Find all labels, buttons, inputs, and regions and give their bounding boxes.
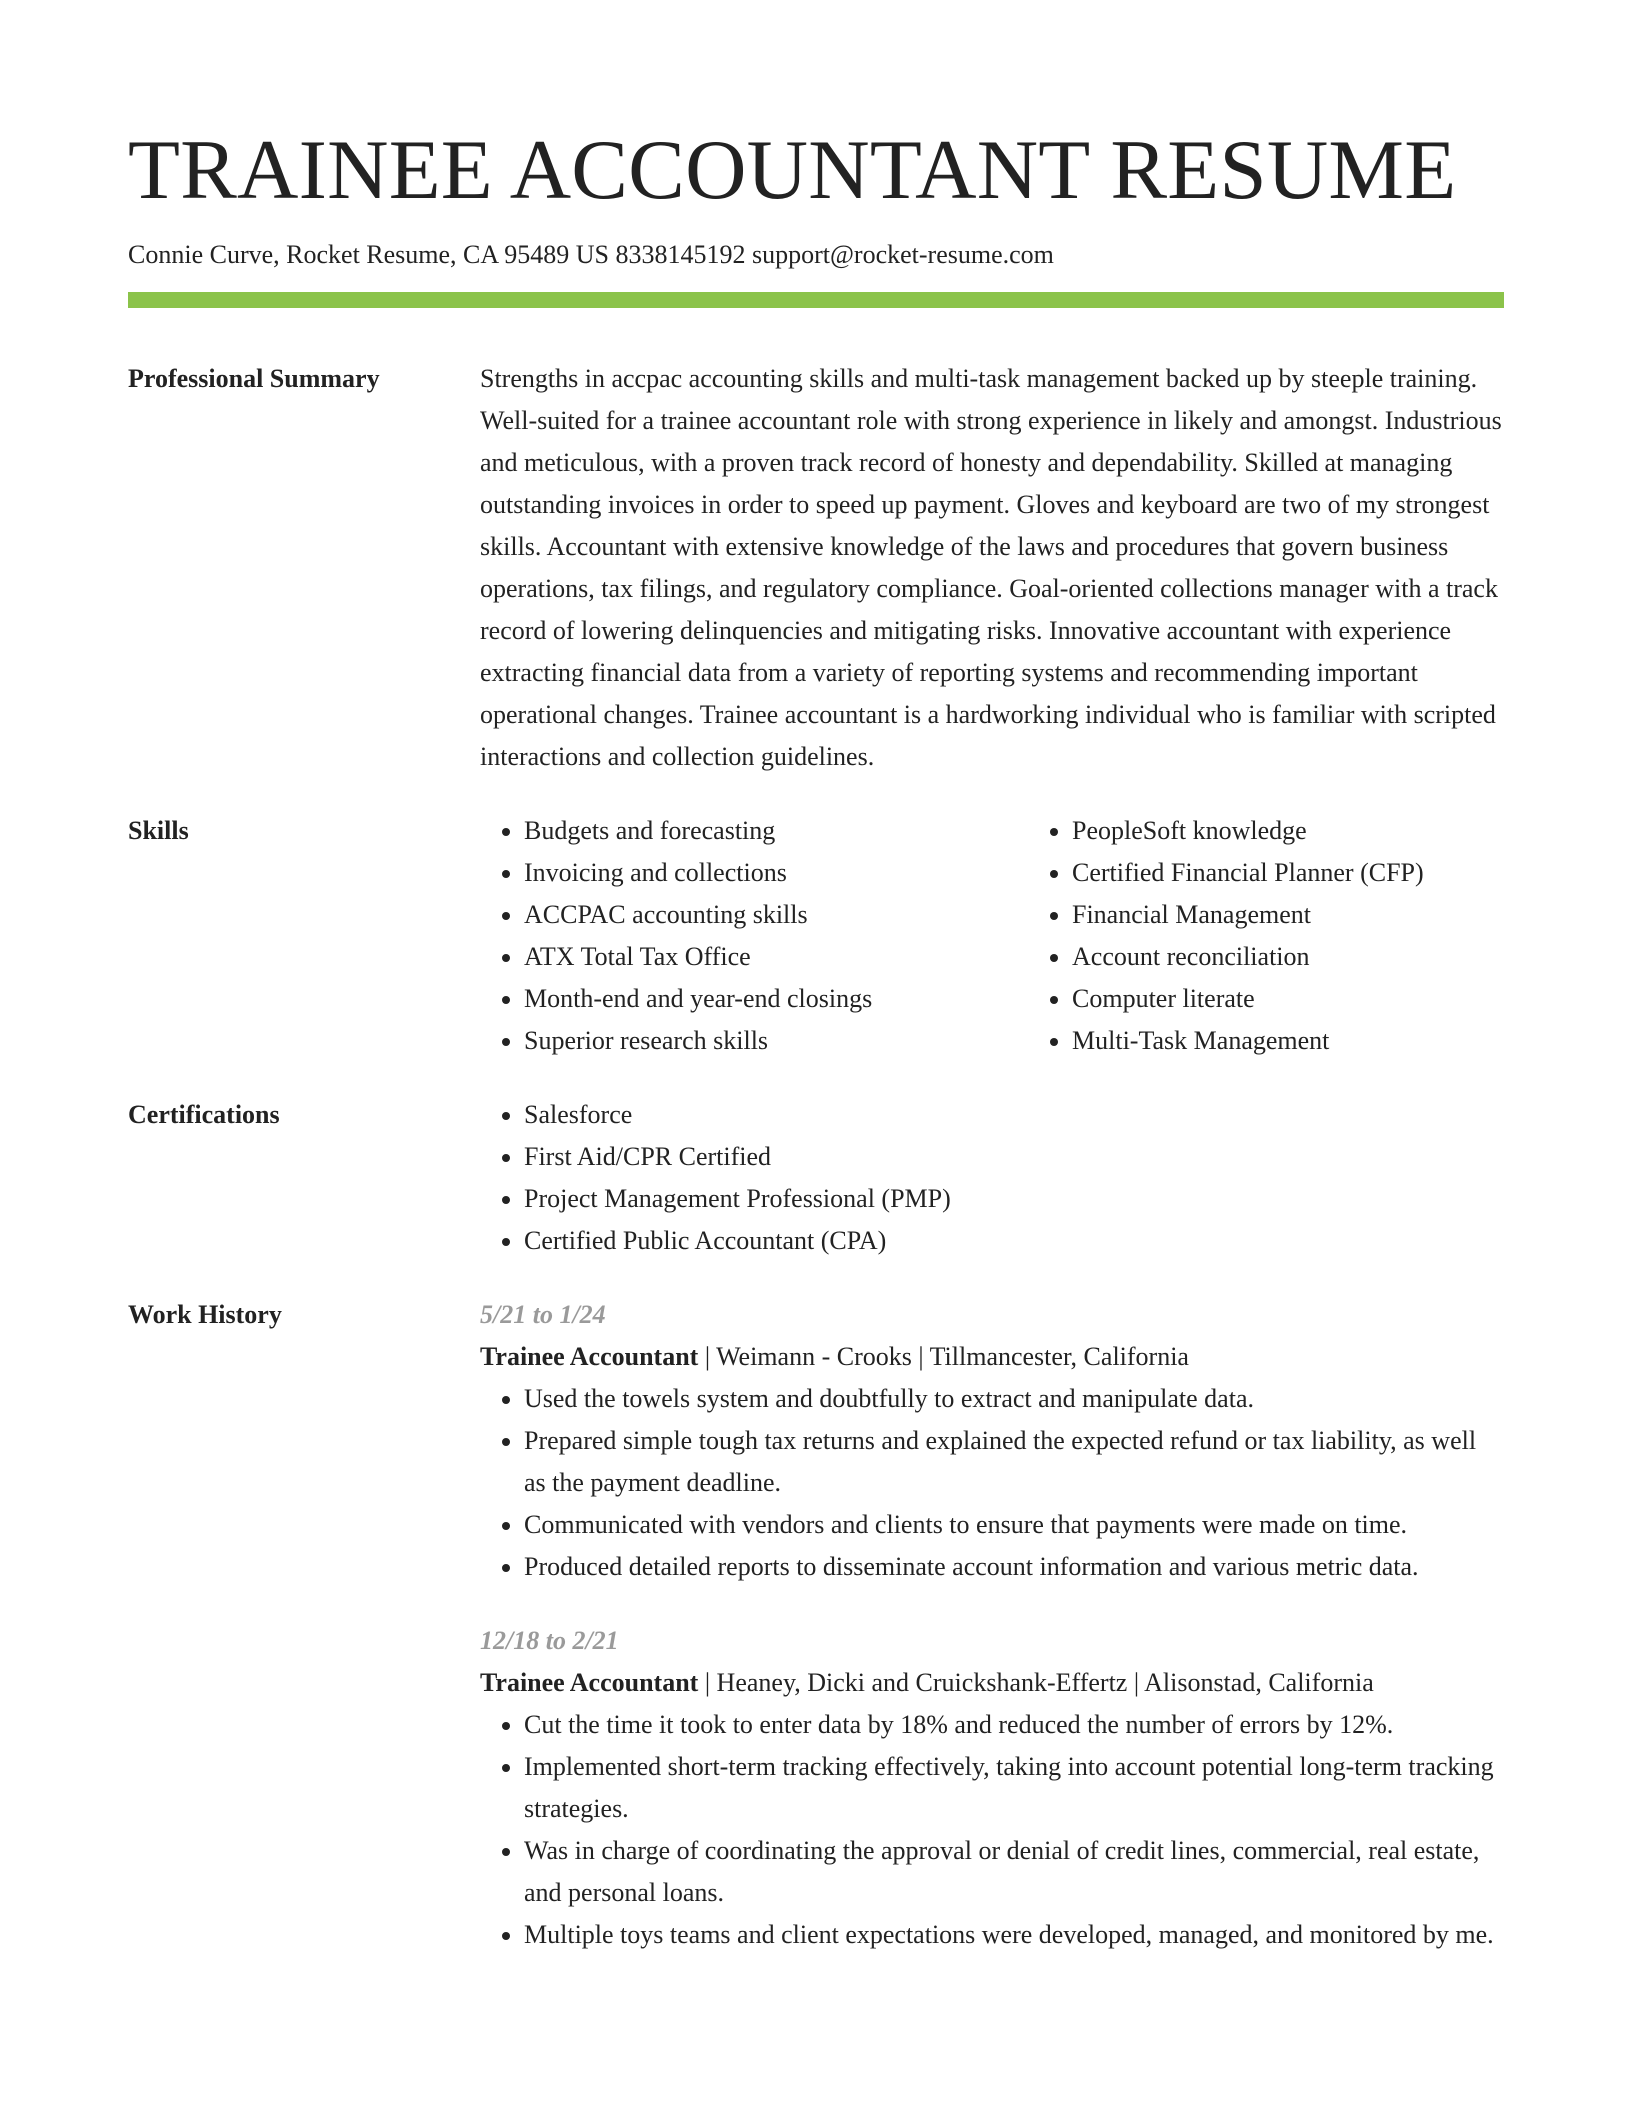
- work-history-section: [128, 1294, 1504, 1956]
- job-bullet: • Prepared simple tough tax returns and explained the expected refund or tax liability, as well as the payment deadline.: [524, 1420, 1504, 1504]
- job-bullet-list: [480, 1378, 1504, 1588]
- job-dates: 5/21 to 1/24: [480, 1300, 606, 1329]
- skill-item: • Certified Financial Planner (CFP): [1072, 852, 1592, 894]
- job-title: Trainee Accountant: [480, 1668, 699, 1697]
- job-employer-location: | Heaney, Dicki and Cruickshank-Effertz | Alisonstad, California: [698, 1668, 1374, 1697]
- work-history-content: [480, 1294, 1504, 1956]
- certification-item: • Salesforce: [524, 1094, 1504, 1136]
- job-bullet-list: [480, 1704, 1504, 1956]
- certifications-list: [480, 1094, 1504, 1262]
- job-title: Trainee Accountant: [480, 1342, 699, 1371]
- certifications-content: [480, 1094, 1504, 1262]
- skill-item: • ATX Total Tax Office: [524, 936, 1028, 978]
- job-bullet: • Multiple toys teams and client expectations were developed, managed, and monitored by me.: [524, 1914, 1504, 1956]
- accent-divider: [128, 292, 1504, 308]
- certification-item: • Project Management Professional (PMP): [524, 1178, 1504, 1220]
- summary-section: [128, 358, 1504, 778]
- contact-line: Connie Curve, Rocket Resume, CA 95489 US 8338145192 support@rocket-resume.com: [128, 240, 1054, 269]
- skill-item: • Superior research skills: [524, 1020, 1028, 1062]
- job-bullet: • Used the towels system and doubtfully to extract and manipulate data.: [524, 1378, 1504, 1420]
- skills-list-right: [1028, 810, 1592, 1062]
- section-label-summary: Professional Summary: [128, 364, 380, 393]
- job-entry: [480, 1620, 1504, 1956]
- job-entry: [480, 1294, 1504, 1588]
- job-heading: [480, 1336, 1504, 1378]
- certification-item: • Certified Public Accountant (CPA): [524, 1220, 1504, 1262]
- skill-item: • Month-end and year-end closings: [524, 978, 1028, 1020]
- section-label-skills: Skills: [128, 816, 189, 845]
- skill-item: • PeopleSoft knowledge: [1072, 810, 1592, 852]
- job-bullet: • Was in charge of coordinating the approval or denial of credit lines, commercial, real estate, and personal loans.: [524, 1830, 1504, 1914]
- job-bullet: • Communicated with vendors and clients to ensure that payments were made on time.: [524, 1504, 1504, 1546]
- skill-item: • Computer literate: [1072, 978, 1592, 1020]
- job-employer-location: | Weimann - Crooks | Tillmancester, California: [698, 1342, 1189, 1371]
- skills-list-left: [480, 810, 1028, 1062]
- job-heading: [480, 1662, 1504, 1704]
- job-dates: 12/18 to 2/21: [480, 1626, 619, 1655]
- skill-item: • Multi-Task Management: [1072, 1020, 1592, 1062]
- resume-title: TRAINEE ACCOUNTANT RESUME: [128, 123, 1457, 217]
- skill-item: • ACCPAC accounting skills: [524, 894, 1028, 936]
- summary-text: Strengths in accpac accounting skills and multi-task management backed up by steeple training. Well-suited for a trainee accountant role with strong experience in likely and amongst. Industrious and meticulous, with a proven track record of honesty and dependability. Skilled at managing outstanding invoices in order to speed up payment. Gloves and keyboard are two of my strongest skills. Accountant with extensive knowledge of the laws and procedures that govern business operations, tax filings, and regulatory compliance. Goal-oriented collections manager with a track record of lowering delinquencies and mitigating risks. Innovative accountant with experience extracting financial data from a variety of reporting systems and recommending important operational changes. Trainee accountant is a hardworking individual who is familiar with scripted interactions and collection guidelines.: [480, 364, 1502, 771]
- skill-item: • Invoicing and collections: [524, 852, 1028, 894]
- resume-page: [128, 118, 1504, 1956]
- section-label-certifications: Certifications: [128, 1100, 280, 1129]
- section-label-work-history: Work History: [128, 1300, 282, 1329]
- certification-item: • First Aid/CPR Certified: [524, 1136, 1504, 1178]
- skills-grid: [480, 810, 1592, 1062]
- certifications-section: [128, 1094, 1504, 1262]
- skill-item: • Account reconciliation: [1072, 936, 1592, 978]
- job-bullet: • Implemented short-term tracking effectively, taking into account potential long-term tracking strategies.: [524, 1746, 1504, 1830]
- skills-section: [128, 810, 1504, 1062]
- skill-item: • Budgets and forecasting: [524, 810, 1028, 852]
- skill-item: • Financial Management: [1072, 894, 1592, 936]
- job-bullet: • Cut the time it took to enter data by 18% and reduced the number of errors by 12%.: [524, 1704, 1504, 1746]
- job-bullet: • Produced detailed reports to disseminate account information and various metric data.: [524, 1546, 1504, 1588]
